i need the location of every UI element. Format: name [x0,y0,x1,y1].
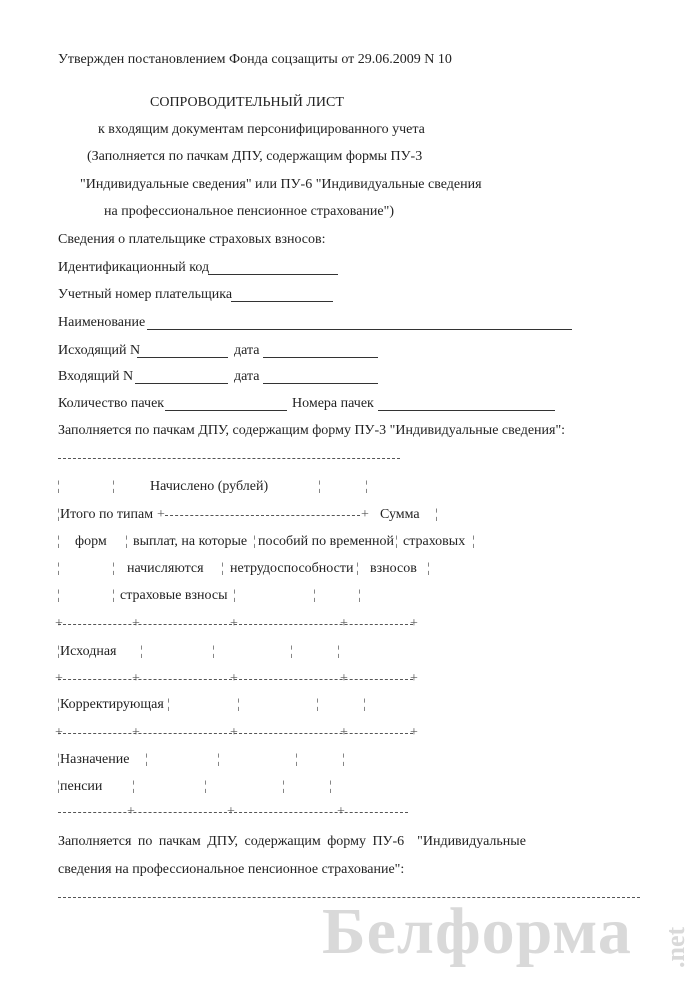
cell-divider [221,561,224,577]
forms-header: форм [75,534,107,549]
cell-divider [313,588,316,604]
pack-numbers-label: Номера пачек [292,396,374,411]
table-corner [132,616,140,632]
col1-header-a: выплат, на которые [133,534,248,549]
table-corner [55,616,63,632]
cell-divider [212,644,215,660]
cell-divider [167,697,170,713]
cell-divider [363,697,366,713]
cell-divider [132,779,135,795]
cell-divider [395,534,398,550]
table-corner [132,725,140,741]
col2-header-b: нетрудоспособности [230,561,354,576]
pu3-heading: Заполняется по пачкам ДПУ, содержащим форму ПУ-3 "Индивидуальные сведения": [58,423,566,438]
cell-divider [204,779,207,795]
table-corner [410,725,418,741]
cell-divider [145,752,148,768]
cell-divider [282,779,285,795]
table-corner [55,671,63,687]
name-field[interactable] [147,329,572,330]
table-corner [340,725,348,741]
table-corner [337,804,345,820]
cell-divider [329,779,332,795]
subtitle-3: "Индивидуальные сведения" или ПУ-6 "Индивидуальные сведения [80,177,482,192]
cell-divider [217,752,220,768]
incoming-label: Входящий N [58,369,134,384]
outgoing-date-field[interactable] [263,357,378,358]
cell-divider [365,479,368,495]
cell-divider [112,561,115,577]
table-corner [230,616,238,632]
table-top-border [58,458,400,459]
col1-header-b: начисляются [127,561,204,576]
pack-numbers-field[interactable] [378,410,555,411]
row-label-pension-1: Назначение [60,752,130,767]
cell-divider [358,588,361,604]
cell-divider [427,561,430,577]
col3-header-a: страховых [403,534,466,549]
subtitle-1: к входящим документам персонифицированного учета [98,122,425,137]
cell-divider [237,697,240,713]
id-code-field[interactable] [208,274,338,275]
account-number-label: Учетный номер плательщика [58,287,233,302]
approval-note: Утвержден постановлением Фонда соцзащиты от 29.06.2009 N 10 [58,52,452,67]
row-label-pension-2: пенсии [60,779,103,794]
pack-count-field[interactable] [165,410,287,411]
row-label-original: Исходная [60,644,117,659]
watermark-tld: .net [661,926,690,968]
cell-divider [316,697,319,713]
col2-header-a: пособий по временной [258,534,395,549]
outgoing-label: Исходящий N [58,343,141,358]
cell-divider [57,561,60,577]
cell-divider [342,752,345,768]
table-corner [157,507,165,523]
totals-header: Итого по типам [60,507,154,522]
table-corner [55,725,63,741]
cell-divider [435,507,438,523]
payer-heading: Сведения о плательщике страховых взносов: [58,232,326,247]
cell-divider [318,479,321,495]
table-corner [132,671,140,687]
account-number-field[interactable] [231,301,333,302]
cell-divider [57,479,60,495]
table-divider [165,515,360,516]
table-corner [230,671,238,687]
table-corner [127,804,135,820]
cell-divider [112,588,115,604]
cell-divider [125,534,128,550]
table-corner [230,725,238,741]
subtitle-4: на профессиональное пенсионное страхование") [104,204,395,219]
subtitle-2: (Заполняется по пачкам ДПУ, содержащим формы ПУ-3 [87,149,423,164]
cell-divider [472,534,475,550]
cell-divider [112,479,115,495]
pu6-heading-line2: сведения на профессиональное пенсионное страхование": [58,862,405,877]
col3-header-b: взносов [370,561,417,576]
cell-divider [253,534,256,550]
outgoing-number-field[interactable] [137,357,228,358]
incoming-date-label: дата [234,369,260,384]
cell-divider [290,644,293,660]
pu6-heading-line1: Заполняется по пачкам ДПУ, содержащим форму ПУ-6 "Индивидуальные [58,834,526,849]
table-corner [227,804,235,820]
cell-divider [140,644,143,660]
cell-divider [356,561,359,577]
table-corner [410,616,418,632]
document-title: СОПРОВОДИТЕЛЬНЫЙ ЛИСТ [150,95,344,110]
cell-divider [295,752,298,768]
watermark-logo: Белформа [322,895,632,968]
id-code-label: Идентификационный код [58,260,210,275]
col1-header-c: страховые взносы [120,588,228,603]
table-corner [340,616,348,632]
cell-divider [57,534,60,550]
incoming-date-field[interactable] [263,383,378,384]
table-corner [361,507,369,523]
pack-count-label: Количество пачек [58,396,165,411]
outgoing-date-label: дата [234,343,260,358]
sum-header: Сумма [380,507,420,522]
cell-divider [337,644,340,660]
cell-divider [233,588,236,604]
row-label-corrective: Корректирующая [60,697,164,712]
incoming-number-field[interactable] [135,383,228,384]
table-corner [410,671,418,687]
accrued-header: Начислено (рублей) [150,479,269,494]
table-corner [340,671,348,687]
cell-divider [57,588,60,604]
name-label: Наименование [58,315,146,330]
